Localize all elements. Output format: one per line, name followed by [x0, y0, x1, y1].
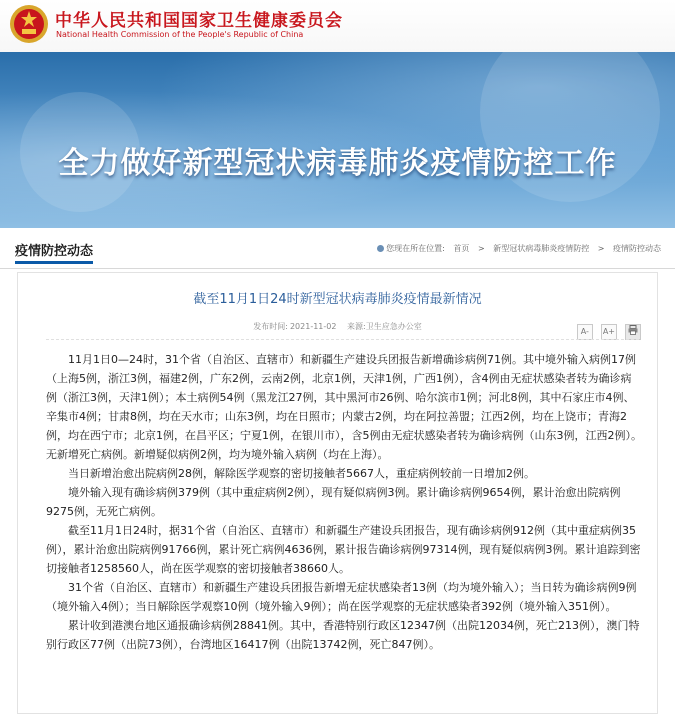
published-label: 发布时间:	[253, 322, 288, 331]
breadcrumb-item-dynamics[interactable]: 疫情防控动态	[613, 244, 661, 253]
font-decrease-button[interactable]: A-	[577, 324, 593, 340]
article-title: 截至11月1日24时新型冠状病毒肺炎疫情最新情况	[193, 292, 482, 307]
article-card	[17, 272, 658, 714]
published-date: 2021-11-02	[289, 322, 337, 331]
print-button[interactable]	[625, 324, 641, 340]
article-paragraph: 11月1日0—24时，31个省（自治区、直辖市）和新疆生产建设兵团报告新增确诊病例71例。其中境外输入病例17例（上海5例，浙江3例，福建2例，广东2例，云南2例，北京1例，天津1例，广西1例），含4例由无症状感染者转为确诊病例（浙江3例，天津1例）；本土病例54例（黑龙江27例，其中黑河市26例、哈尔滨市1例；河北8例，其中石家庄市4例、辛集市4例；甘肃8例，均在天水市；山东3例，均在日照市；内蒙古2例，均在阿拉善盟；江西2例，均在上饶市；青海2例，均在西宁市；北京1例，在昌平区；宁夏1例，在银川市），含5例由无症状感染者转为确诊病例（山东3例，江西2例）。无新增死亡病例。新增疑似病例2例，均为境外输入病例（均在上海）。	[46, 353, 642, 461]
location-pin-icon	[377, 245, 384, 252]
meta-divider	[46, 339, 639, 340]
article-paragraph: 累计收到港澳台地区通报确诊病例28841例。其中，香港特别行政区12347例（出院12034例，死亡213例），澳门特别行政区77例（出院73例），台湾地区16417例（出院13742例，死亡847例）。	[46, 619, 640, 651]
site-header	[0, 0, 675, 52]
article-paragraph: 31个省（自治区、直辖市）和新疆生产建设兵团报告新增无症状感染者13例（均为境外输入）；当日转为确诊病例9例（境外输入4例）；当日解除医学观察10例（境外输入9例）；尚在医学观察的无症状感染者392例（境外输入351例）。	[46, 581, 637, 613]
article-paragraph: 截至11月1日24时，据31个省（自治区、直辖市）和新疆生产建设兵团报告，现有确诊病例912例（其中重症病例35例），累计治愈出院病例91766例，累计死亡病例4636例，累计报告确诊病例97314例，现有疑似病例3例。累计追踪到密切接触者1258560人，尚在医学观察的密切接触者38660人。	[46, 524, 641, 575]
section-title-underline	[15, 261, 93, 264]
breadcrumb-separator: >	[477, 244, 485, 253]
breadcrumb-label: 您现在所在位置:	[386, 244, 445, 253]
campaign-banner	[0, 52, 675, 228]
article-tools	[574, 319, 641, 340]
article-paragraph: 当日新增治愈出院病例28例，解除医学观察的密切接触者5667人，重症病例较前一日增加2例。	[68, 467, 535, 480]
banner-title: 全力做好新型冠状病毒肺炎疫情防控工作	[58, 146, 617, 181]
font-increase-button[interactable]: A+	[601, 324, 617, 340]
organization-name-en: National Health Commission of the People's Republic of China	[56, 30, 304, 39]
article-meta	[18, 321, 657, 332]
source-label: 来源:	[347, 322, 366, 331]
breadcrumb	[371, 243, 661, 254]
article-body	[46, 350, 642, 654]
article-paragraph: 境外输入现有确诊病例379例（其中重症病例2例），现有疑似病例3例。累计确诊病例9654例，累计治愈出院病例9275例，无死亡病例。	[46, 486, 621, 518]
section-title: 疫情防控动态	[15, 244, 94, 259]
printer-icon	[628, 325, 638, 335]
section-bar	[0, 228, 675, 269]
national-emblem-icon[interactable]	[9, 4, 49, 44]
source-name: 卫生应急办公室	[365, 322, 422, 331]
organization-name-cn[interactable]: 中华人民共和国国家卫生健康委员会	[55, 11, 343, 31]
breadcrumb-separator: >	[597, 244, 605, 253]
breadcrumb-item-epidemic[interactable]: 新型冠状病毒肺炎疫情防控	[493, 244, 590, 253]
breadcrumb-item-home[interactable]: 首页	[453, 244, 470, 253]
